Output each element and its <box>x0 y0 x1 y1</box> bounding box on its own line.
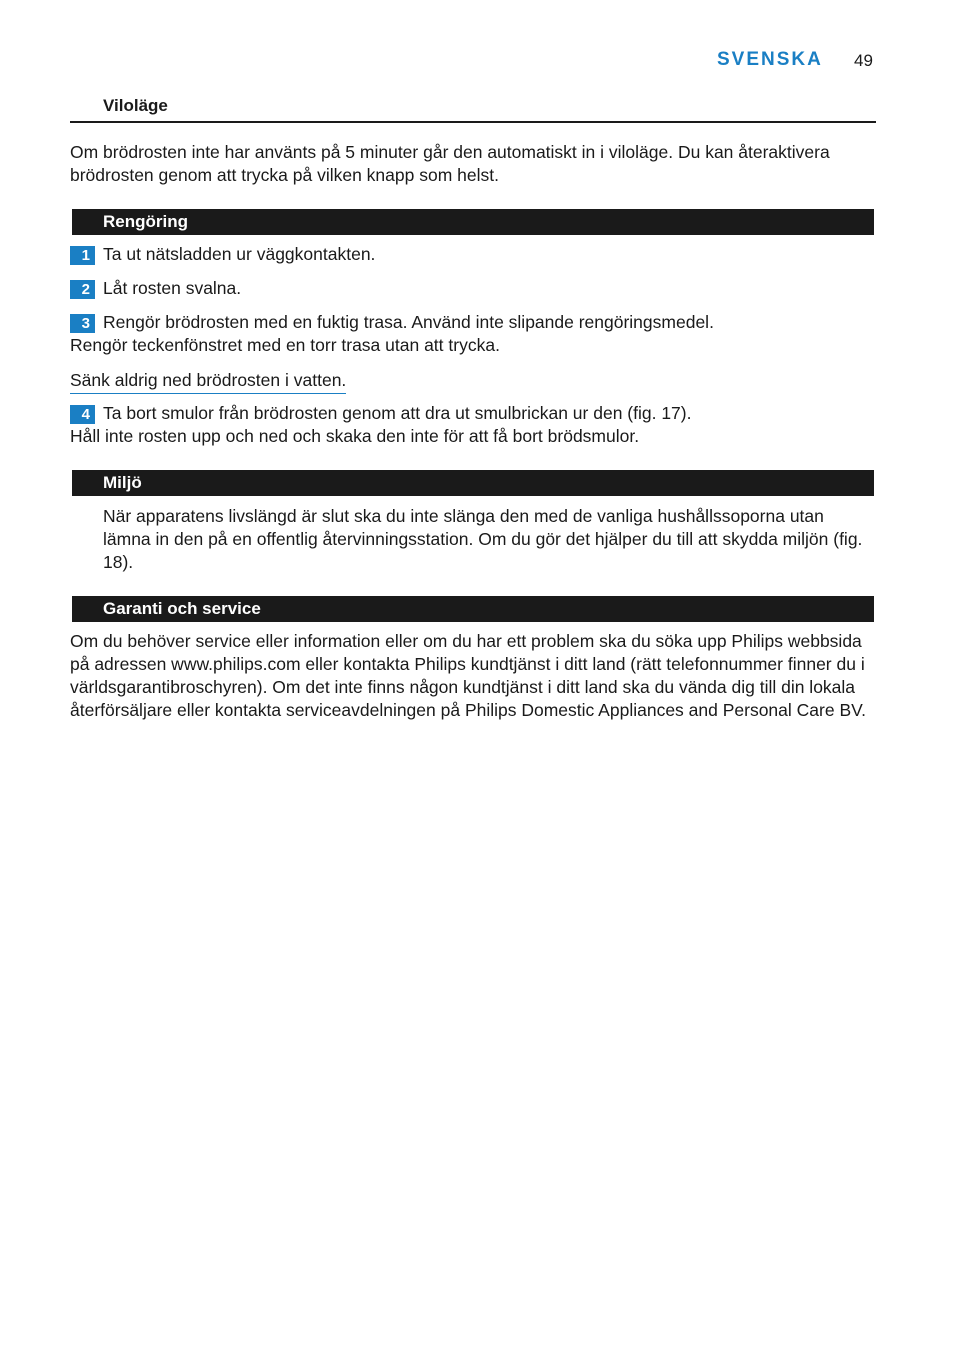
environment-text: När apparatens livslängd är slut ska du inte slänga den med de vanliga hushållssoporna utan lämna in den på en offentlig återvinningsstation. Om du gör det hjälper du till att skydda miljön (fig. 18). <box>103 506 863 572</box>
step-text-3: Rengör brödrosten med en fuktig trasa. Använd inte slipande rengöringsmedel. <box>103 312 714 332</box>
step-note-3: Rengör teckenfönstret med en torr trasa utan att trycka. <box>70 335 500 355</box>
sleep-text: Om brödrosten inte har använts på 5 minuter går den automatiskt in i viloläge. Du kan återaktivera brödrosten genom att trycka på vilken knapp som helst. <box>70 142 830 185</box>
header-language: SVENSKA <box>717 49 823 70</box>
step-text-2: Låt rosten svalna. <box>103 278 242 298</box>
section-rule <box>70 121 876 123</box>
section-title-warranty: Garanti och service <box>103 599 261 618</box>
section-bar-warranty <box>72 596 874 622</box>
section-bar-environment <box>72 470 874 496</box>
step-number-1: 1 <box>70 246 95 265</box>
step-text-1: Ta ut nätsladden ur väggkontakten. <box>103 244 376 264</box>
step-number-3: 3 <box>70 314 95 333</box>
page-number: 49 <box>854 51 873 70</box>
step-number-2: 2 <box>70 280 95 299</box>
section-bar-cleaning <box>72 209 874 235</box>
section-title-environment: Miljö <box>103 473 142 492</box>
step-number-4: 4 <box>70 405 95 424</box>
step-text-4: Ta bort smulor från brödrosten genom att dra ut smulbrickan ur den (fig. 17). <box>103 403 692 423</box>
warranty-text: Om du behöver service eller information eller om du har ett problem ska du söka upp Philips webbsida på adressen www.philips.com eller kontakta Philips kundtjänst i ditt land (rätt telefonnummer finner du i världsgarantibroschyren). Om det inte finns någon kundtjänst i ditt land ska du vända dig till din lokala återförsäljare eller kontakta serviceavdelningen på Philips Domestic Appliances and Personal Care BV. <box>70 631 867 720</box>
section-title-sleep: Viloläge <box>103 96 168 115</box>
step-note-4: Håll inte rosten upp och ned och skaka den inte för att få bort brödsmulor. <box>70 426 640 446</box>
section-title-cleaning: Rengöring <box>103 212 188 231</box>
warning-text: Sänk aldrig ned brödrosten i vatten. <box>70 369 346 394</box>
